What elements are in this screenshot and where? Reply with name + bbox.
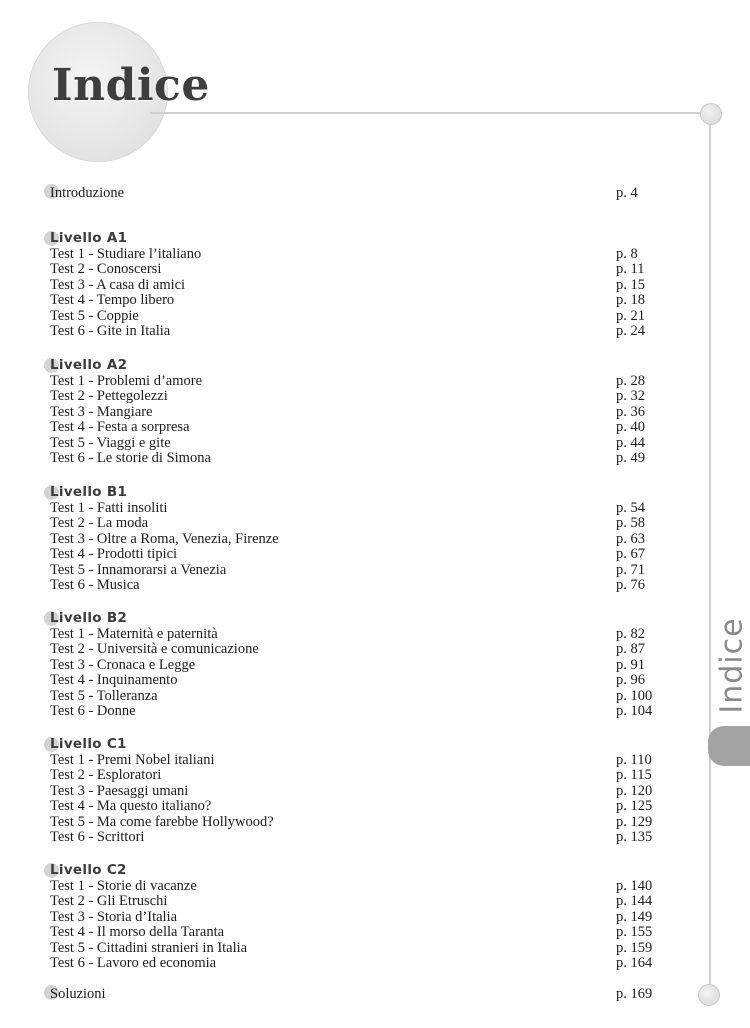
toc-page-number: p. 125 [616, 798, 653, 815]
toc-entry[interactable]: Test 6 - Donne [50, 703, 136, 719]
section-heading[interactable]: Livello C1 [50, 736, 127, 752]
toc-page-number: p. 140 [616, 878, 653, 894]
frame-top-rule [150, 112, 710, 114]
toc-page-number: p. 82 [616, 626, 645, 642]
toc-entry[interactable]: Test 1 - Studiare l’italiano [50, 246, 202, 262]
toc-page-number: p. 18 [616, 292, 645, 309]
toc-entry[interactable]: Test 5 - Ma come farebbe Hollywood? [50, 813, 274, 830]
toc-page-number: p. 11 [616, 261, 645, 278]
toc-entry[interactable]: Test 4 - Prodotti tipici [50, 546, 178, 563]
toc-page-number: p. 110 [616, 752, 652, 768]
toc-entry[interactable]: Test 4 - Il morso della Taranta [50, 924, 225, 941]
toc-page-number: p. 87 [616, 641, 645, 658]
toc-entry[interactable]: Test 5 - Coppie [50, 307, 139, 324]
toc-page-number: p. 21 [616, 307, 645, 324]
toc-page-number: p. 159 [616, 939, 653, 956]
toc-page-number: p. 135 [616, 829, 653, 845]
frame-right-rule [709, 114, 711, 994]
intro-page: p. 4 [616, 185, 638, 201]
toc-page-number: p. 129 [616, 813, 653, 830]
toc-entry[interactable]: Test 5 - Innamorarsi a Venezia [50, 561, 227, 578]
page-title: Indice [52, 60, 210, 111]
toc-page-number: p. 155 [616, 924, 653, 941]
frame-node-top [700, 103, 722, 125]
toc-page-number: p. 58 [616, 515, 645, 532]
intro-entry[interactable]: Introduzione [50, 185, 125, 201]
toc-entry[interactable]: Test 4 - Festa a sorpresa [50, 419, 190, 436]
toc-entry[interactable]: Test 3 - Oltre a Roma, Venezia, Firenze [50, 530, 279, 547]
toc-entry[interactable]: Test 6 - Gite in Italia [50, 323, 171, 339]
toc-entry[interactable]: Test 6 - Lavoro ed economia [50, 955, 217, 971]
toc-entry[interactable]: Test 3 - Paesaggi umani [50, 782, 189, 799]
toc-page-number: p. 71 [616, 561, 645, 578]
section-heading[interactable]: Livello B1 [50, 484, 128, 500]
toc-entry[interactable]: Test 1 - Storie di vacanze [50, 878, 197, 894]
toc-page-number: p. 8 [616, 246, 638, 262]
toc-page-number: p. 96 [616, 672, 645, 689]
toc-page-number: p. 104 [616, 703, 653, 719]
toc-page-number: p. 54 [616, 500, 645, 516]
toc-page-number: p. 63 [616, 530, 645, 547]
toc-entry[interactable]: Test 4 - Ma questo italiano? [50, 798, 212, 815]
toc-page-number: p. 164 [616, 955, 653, 971]
toc-entry[interactable]: Test 3 - Cronaca e Legge [50, 656, 196, 673]
toc-entry[interactable]: Test 5 - Cittadini stranieri in Italia [50, 939, 248, 956]
toc-page-number: p. 49 [616, 450, 645, 466]
toc-entry[interactable]: Test 5 - Viaggi e gite [50, 434, 171, 451]
toc-entry[interactable]: Test 1 - Fatti insoliti [50, 500, 168, 516]
toc-page-number: p. 15 [616, 276, 645, 293]
outro-entry[interactable]: Soluzioni [50, 986, 106, 1002]
toc-entry[interactable]: Test 2 - Esploratori [50, 767, 162, 784]
toc-page-number: p. 44 [616, 434, 645, 451]
toc-page-number: p. 120 [616, 782, 653, 799]
toc-page-number: p. 115 [616, 767, 652, 784]
side-tab-marker [708, 726, 750, 766]
toc-page-number: p. 76 [616, 577, 645, 593]
toc-entry[interactable]: Test 2 - Università e comunicazione [50, 641, 259, 658]
toc-entry[interactable]: Test 1 - Premi Nobel italiani [50, 752, 215, 768]
toc-entry[interactable]: Test 2 - Gli Etruschi [50, 893, 168, 910]
toc-page-number: p. 32 [616, 388, 645, 405]
toc-entry[interactable]: Test 4 - Tempo libero [50, 292, 175, 309]
toc-page-number: p. 149 [616, 908, 653, 925]
toc-entry[interactable]: Test 1 - Maternità e paternità [50, 626, 218, 642]
toc-page-number: p. 40 [616, 419, 645, 436]
toc-entry[interactable]: Test 2 - La moda [50, 515, 149, 532]
section-heading[interactable]: Livello A1 [50, 230, 128, 246]
toc-entry[interactable]: Test 4 - Inquinamento [50, 672, 178, 689]
frame-node-bottom [698, 984, 720, 1006]
toc-entry[interactable]: Test 5 - Tolleranza [50, 687, 158, 704]
toc-page-number: p. 67 [616, 546, 645, 563]
toc-entry[interactable]: Test 2 - Conoscersi [50, 261, 162, 278]
toc-page-number: p. 36 [616, 403, 645, 420]
section-heading[interactable]: Livello C2 [50, 862, 127, 878]
toc-page-number: p. 91 [616, 656, 645, 673]
toc-entry[interactable]: Test 6 - Musica [50, 577, 140, 593]
toc-entry[interactable]: Test 3 - Storia d’Italia [50, 908, 178, 925]
side-tab-label: Indice [714, 616, 750, 714]
toc-page-number: p. 144 [616, 893, 653, 910]
section-heading[interactable]: Livello A2 [50, 357, 128, 373]
toc-page-number: p. 28 [616, 373, 645, 389]
section-heading[interactable]: Livello B2 [50, 610, 128, 626]
toc-entry[interactable]: Test 3 - A casa di amici [50, 276, 186, 293]
toc-entry[interactable]: Test 6 - Le storie di Simona [50, 450, 211, 466]
side-tab-text [702, 600, 750, 730]
toc-page-number: p. 24 [616, 323, 645, 339]
toc-entry[interactable]: Test 2 - Pettegolezzi [50, 388, 168, 405]
toc-page-number: p. 100 [616, 687, 653, 704]
toc-entry[interactable]: Test 3 - Mangiare [50, 403, 153, 420]
outro-page: p. 169 [616, 986, 653, 1002]
toc-entry[interactable]: Test 1 - Problemi d’amore [50, 373, 203, 389]
toc-entry[interactable]: Test 6 - Scrittori [50, 829, 145, 845]
